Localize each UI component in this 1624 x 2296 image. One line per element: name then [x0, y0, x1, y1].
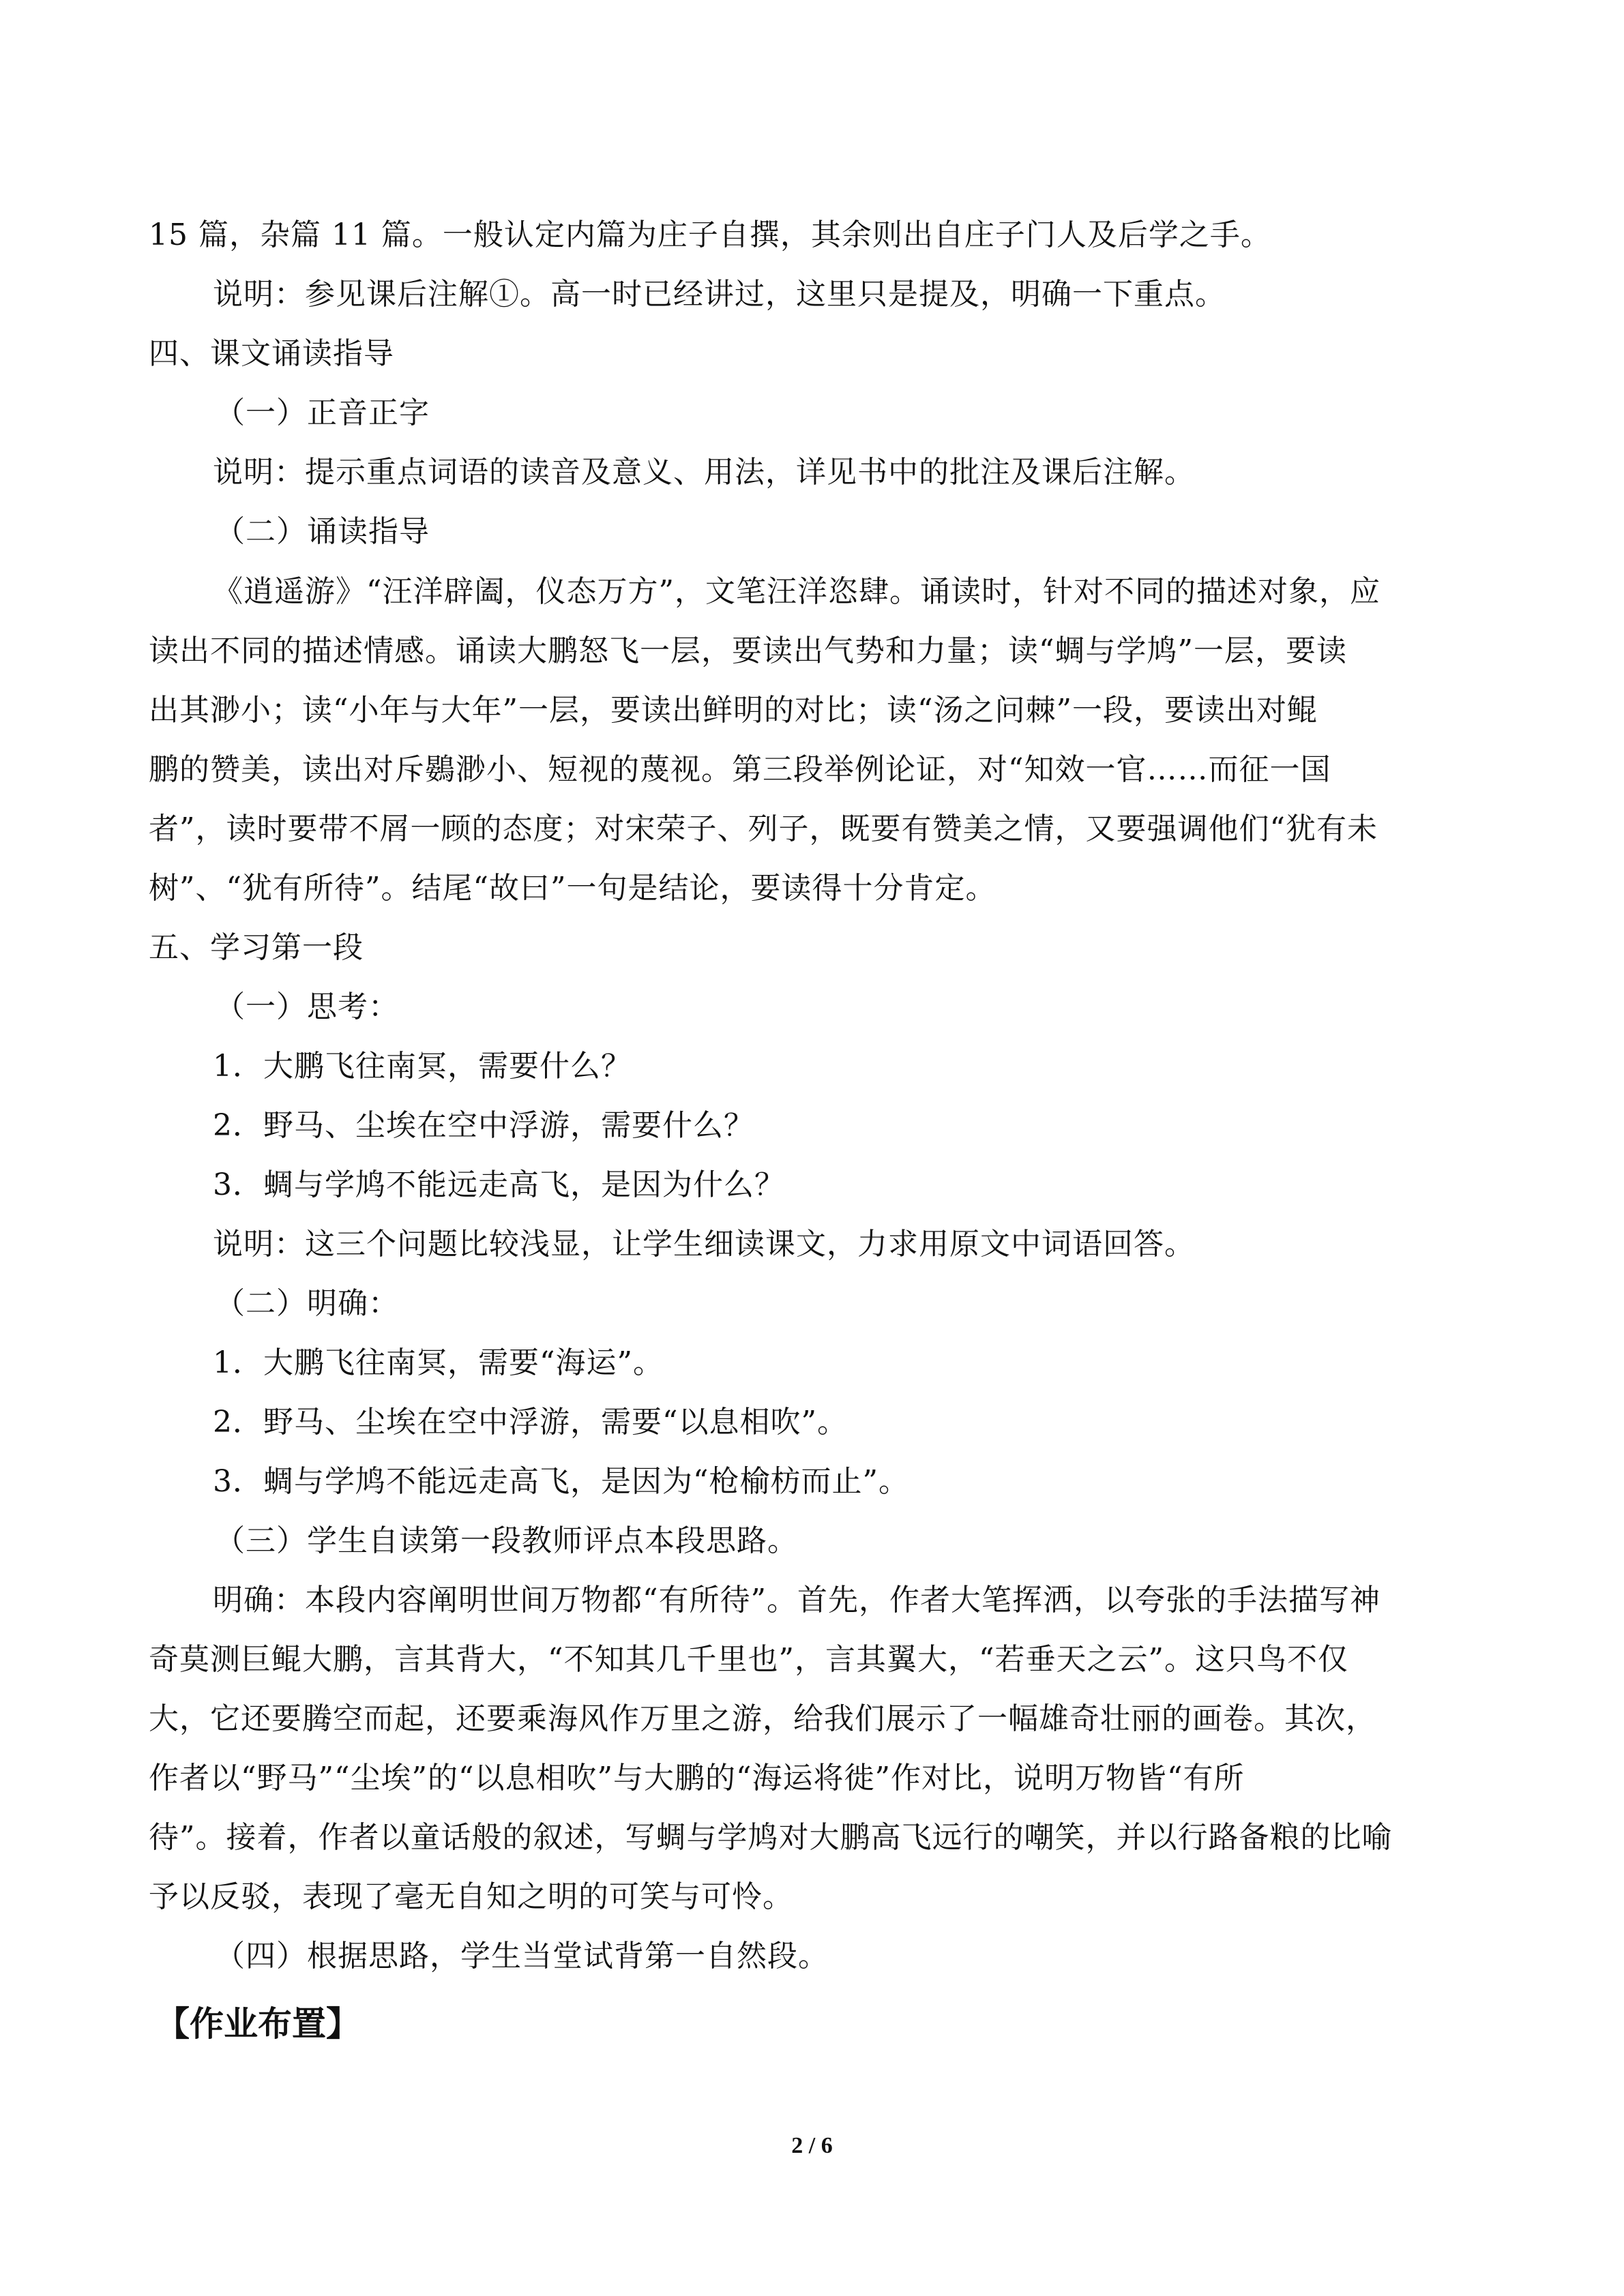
page-number: 2 / 6 — [791, 2133, 833, 2158]
note-line: 说明：这三个问题比较浅显，让学生细读课文，力求用原文中词语回答。 — [213, 1227, 1195, 1262]
question-item: 2．野马、尘埃在空中浮游，需要什么？ — [213, 1108, 754, 1143]
paragraph-line: 出其渺小；读“小年与大年”一层，要读出鲜明的对比；读“汤之问棘”一段，要读出对鲲 — [149, 693, 1318, 728]
question-item: 1．大鹏飞往南冥，需要什么？ — [213, 1049, 632, 1084]
paragraph-line: 读出不同的描述情感。诵读大鹏怒飞一层，要读出气势和力量；读“蜩与学鸠”一层，要读 — [149, 633, 1347, 668]
paragraph-line: 鹏的赞美，读出对斥鷃渺小、短视的蔑视。第三段举例论证，对“知效一官……而征一国 — [149, 752, 1331, 787]
paragraph-line: 大，它还要腾空而起，还要乘海风作万里之游，给我们展示了一幅雄奇壮丽的画卷。其次， — [149, 1701, 1376, 1736]
paragraph-line: 《逍遥游》“汪洋辟阖，仪态万方”，文笔汪洋恣肆。诵读时，针对不同的描述对象，应 — [213, 574, 1381, 609]
subheading-think: （一）思考： — [215, 989, 399, 1024]
subheading-recite: （四）根据思路，学生当堂试背第一自然段。 — [215, 1939, 829, 1973]
question-item: 3．蜩与学鸠不能远走高飞，是因为什么？ — [213, 1167, 785, 1202]
text-line-1: 15 篇，杂篇 11 篇。一般认定内篇为庄子自撰，其余则出自庄子门人及后学之手。 — [149, 218, 1271, 252]
subheading-clarify: （二）明确： — [215, 1286, 399, 1321]
subheading-reading-guide: （二）诵读指导 — [215, 514, 430, 549]
note-line: 说明：参见课后注解①。高一时已经讲过，这里只是提及，明确一下重点。 — [213, 277, 1226, 312]
paragraph-line: 树”、“犹有所待”。结尾“故曰”一句是结论，要读得十分肯定。 — [149, 871, 996, 906]
paragraph-line: 者”，读时要带不屑一顾的态度；对宋荣子、列子，既要有赞美之情，又要强调他们“犹有未 — [149, 811, 1378, 846]
answer-item: 3．蜩与学鸠不能远走高飞，是因为“枪榆枋而止”。 — [213, 1464, 909, 1499]
subheading-pronunciation: （一）正音正字 — [215, 396, 430, 430]
paragraph-line: 予以反驳，表现了毫无自知之明的可笑与可怜。 — [149, 1879, 793, 1914]
section-heading-4: 四、课文诵读指导 — [149, 336, 394, 371]
homework-heading: 【作业布置】 — [156, 2004, 360, 2044]
note-line: 说明：提示重点词语的读音及意义、用法，详见书中的批注及课后注解。 — [213, 455, 1195, 490]
paragraph-line: 明确：本段内容阐明世间万物都“有所待”。首先，作者大笔挥洒，以夸张的手法描写神 — [213, 1583, 1381, 1617]
subheading-self-reading: （三）学生自读第一段教师评点本段思路。 — [215, 1523, 798, 1558]
paragraph-line: 奇莫测巨鲲大鹏，言其背大，“不知其几千里也”，言其翼大，“若垂天之云”。这只鸟不仅 — [149, 1642, 1348, 1677]
section-heading-5: 五、学习第一段 — [149, 930, 364, 965]
paragraph-line: 作者以“野马”“尘埃”的“以息相吹”与大鹏的“海运将徙”作对比，说明万物皆“有所 — [149, 1761, 1245, 1795]
answer-item: 1．大鹏飞往南冥，需要“海运”。 — [213, 1345, 664, 1380]
answer-item: 2．野马、尘埃在空中浮游，需要“以息相吹”。 — [213, 1405, 848, 1440]
paragraph-line: 待”。接着，作者以童话般的叙述，写蜩与学鸠对大鹏高飞远行的嘲笑，并以行路备粮的比喻 — [149, 1820, 1393, 1855]
